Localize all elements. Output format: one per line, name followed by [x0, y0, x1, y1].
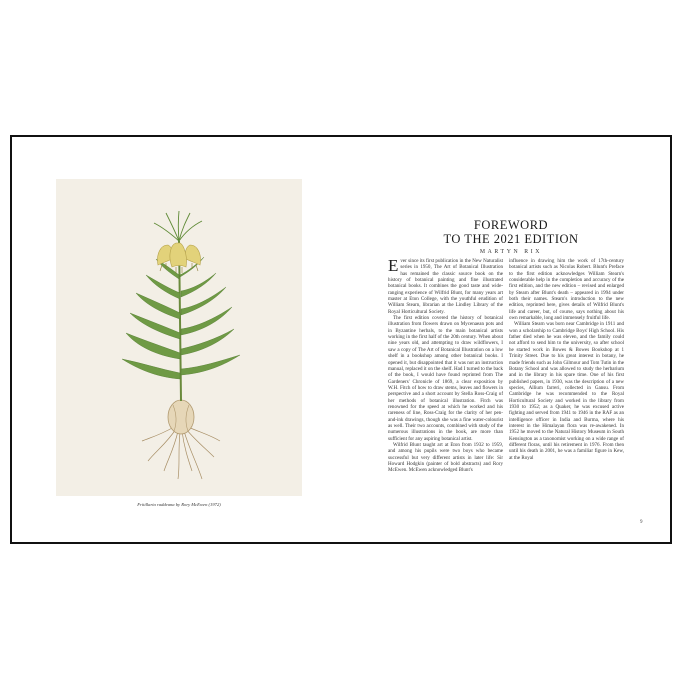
foreword-title-line2: TO THE 2021 EDITION	[443, 231, 579, 246]
foreword-title-line1: FOREWORD	[473, 218, 549, 232]
paragraph: The first edition covered the history of botanical illustration from flowers drawn on Mycenaean pots and in Byzantine herbals, to the main botanical artists working in the first half of the 20th century. When about nine years old, and attempting to draw wildflowers, I saw a copy of The Art of Botanical Illustration on a low shelf in a bookshop among other botanical books. I opened it, but disappointed that it was not an instruction manual, replaced it on the shelf. Had I turned to the back of the book, I would have found reprinted from The Gardeners' Chronicle of 1869, a clear exposition by W.H. Fitch of how to draw stems, leaves and flowers in perspective and a short account by Stella Ross-Craig of her methods of botanical illustration. Fitch was renowned for the speed at which he worked and his rareness of line, Ross-Craig for the clarity of her pen-and-ink drawings, though she was a fine water-colourist as well. Their two accounts, combined with study of the numerous illustrations in the book, are more than sufficient for any aspiring botanical artist.	[388, 315, 503, 442]
fritillaria-illustration	[56, 179, 302, 496]
paragraph-text: ver since its first publication in the New Naturalist series in 1950, The Art of Botanical Illustration has remained the classic source book on the history of botanical painting and fine illustrated botanical books. It combines the good taste and wide-ranging experience of Wilfrid Blunt, for many years art master at Eton College, with the youthful erudition of William Stearn, librarian at the Lindley Library of the Royal Horticultural Society.	[388, 258, 503, 315]
paragraph: William Stearn was born near Cambridge in 1911 and won a scholarship to Cambridge Boys' High School. His father died when he was eleven, and the family could not afford to send him to the university, so after school he started work in Bowes & Bowes Bookshop at 1 Trinity Street. Due to his great interest in botany, he made friends such as John Gilmour and Tom Tutin in the Botany School and was allowed to study the herbarium and in the library in his spare time. One of his first published papers, in 1930, was the description of a new species, Allium farreri, collected in Gansu. From Cambridge he was recommended to the Royal Horticultural Society and worked in the library from 1930 to 1952; as a Quaker, he was excused active fighting and served from 1941 to 1946 in the RAF as an intelligence officer in India and Burma, where his interest in the Himalayan flora was re-awakened. In 1952 he moved to the Natural History Museum in South Kensington as a taxonomist working on a wide range of different floras, until his retirement in 1976. From then until his death in 2001, he was a familiar figure in Kew, at the Royal	[509, 321, 624, 461]
plant-bracts	[154, 211, 202, 241]
plant-roots	[142, 427, 220, 479]
book-spread	[10, 135, 672, 544]
text-column-right	[509, 258, 624, 514]
drop-cap: E	[388, 258, 399, 275]
text-column-left	[388, 258, 503, 514]
paragraph: Wilfrid Blunt taught art at Eton from 1932 to 1959, and among his pupils were two boys who became successful but very different artists in later life: Sir Howard Hodgkin (painter of bold abstracts) and Rory McEwen. McEwen acknowledged Blunt's	[388, 441, 503, 474]
plant-flowers	[157, 243, 200, 267]
author-name: MARTYN RIX	[479, 249, 543, 255]
paragraph	[388, 258, 503, 315]
page-number: 9	[640, 520, 643, 525]
paragraph: influence in drawing him the work of 17th-century botanical artists such as Nicolas Robert. Blunt's Preface to the first edition acknowledges William Stearn's considerable help in the completion and accuracy of the first edition, and the new edition – revised and enlarged by Stearn after Blunt's death – appeared in 1994 under both their names. Stearn's introduction to the new edition, reprinted here, gives details of Wilfrid Blunt's life and career, but, of course, says nothing about his own remarkable, long and immensely fruitful life.	[509, 258, 624, 322]
plant-bulb	[168, 400, 194, 434]
plate-caption: Fritillaria raddeana by Rory McEwen (1972)	[137, 502, 221, 507]
botanical-plate	[56, 179, 302, 496]
foreword-heading	[386, 219, 636, 255]
